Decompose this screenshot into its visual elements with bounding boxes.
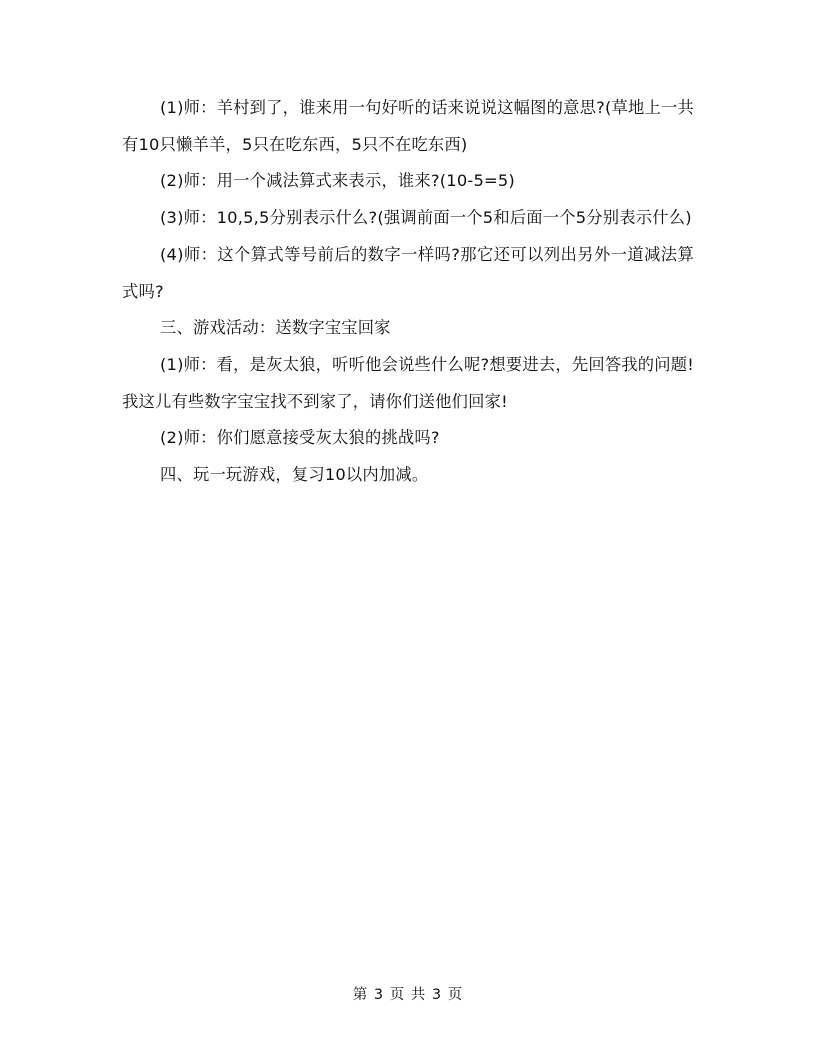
page-number-footer: 第 3 页 共 3 页 — [352, 987, 464, 1003]
section-heading-game-activity: 三、游戏活动：送数字宝宝回家 — [160, 318, 391, 338]
document-body — [122, 90, 694, 494]
paragraph-5: (1)师：看，是灰太狼，听听他会说些什么呢?想要进去，先回答我的问题!我这儿有些数字宝宝找不到家了，请你们送他们回家! — [122, 354, 694, 411]
paragraph-4: (4)师：这个算式等号前后的数字一样吗?那它还可以列出另外一道减法算式吗? — [122, 244, 694, 301]
section-heading-review-game: 四、玩一玩游戏，复习10以内加减。 — [160, 465, 429, 485]
paragraph-2: (2)师：用一个减法算式来表示，谁来?(10-5=5) — [160, 171, 515, 191]
paragraph-3: (3)师：10,5,5分别表示什么?(强调前面一个5和后面一个5分别表示什么) — [160, 208, 692, 228]
paragraph-1: (1)师：羊村到了，谁来用一句好听的话来说说这幅图的意思?(草地上一共有10只懒羊羊，5只在吃东西，5只不在吃东西) — [122, 98, 694, 154]
paragraph-6: (2)师：你们愿意接受灰太狼的挑战吗? — [160, 428, 440, 448]
